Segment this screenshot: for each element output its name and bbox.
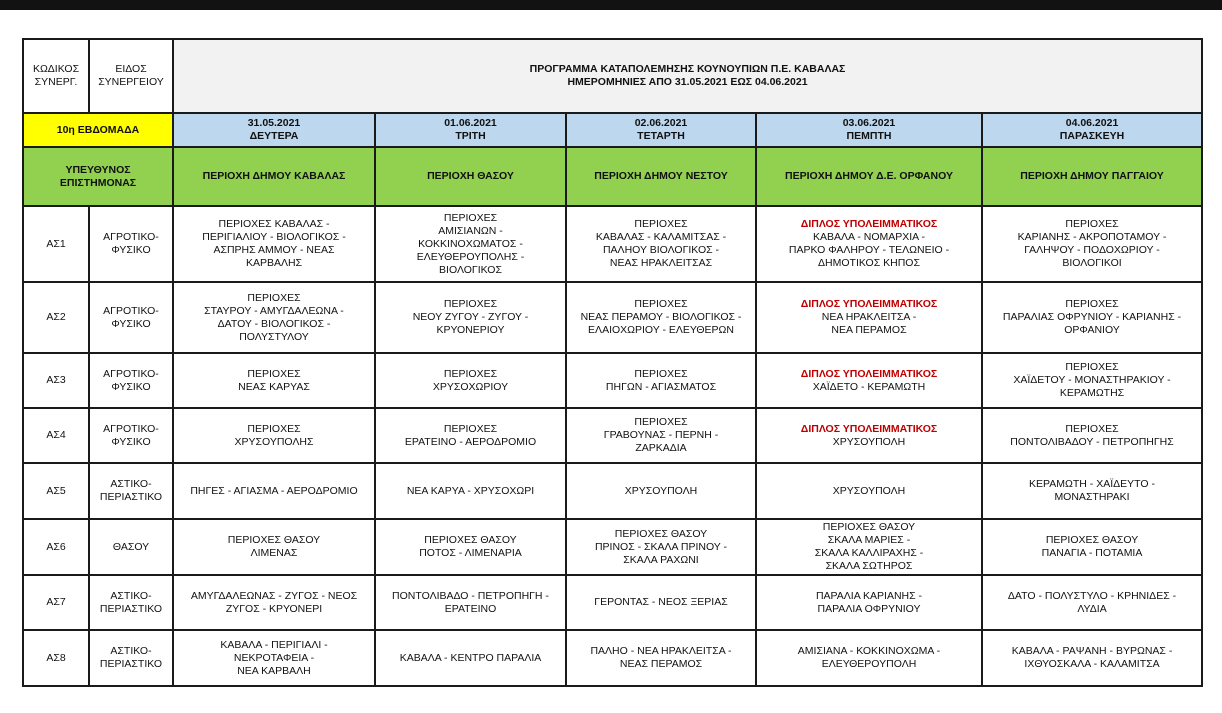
area-line: ΚΑΒΑΛΑ - ΠΕΡΙΓΙΑΛΙ - <box>220 638 328 651</box>
area-line: ΚΑΒΑΛΑ - ΚΕΝΤΡΟ ΠΑΡΑΛΙΑ <box>399 651 542 664</box>
schedule-cell <box>982 463 1202 519</box>
schedule-cell <box>566 353 756 408</box>
area-line: ΕΛΑΙΟΧΩΡΙΟΥ - ΕΛΕΥΘΕΡΩΝ <box>588 324 734 336</box>
day-header <box>982 113 1202 147</box>
schedule-cell <box>756 353 982 408</box>
schedule-cell <box>982 408 1202 463</box>
schedule-cell <box>756 282 982 353</box>
schedule-cell <box>173 463 375 519</box>
schedule-cell <box>756 630 982 686</box>
table-row <box>23 575 1202 630</box>
day-date: 31.05.2021 <box>247 117 301 129</box>
schedule-cell <box>756 519 982 575</box>
area-line: ΠΕΡΙΟΧΕΣ <box>634 218 688 230</box>
team-code: ΑΣ7 <box>23 575 89 630</box>
team-type: ΑΓΡΟΤΙΚΟ-ΦΥΣΙΚΟ <box>89 206 173 282</box>
team-type: ΑΓΡΟΤΙΚΟ-ΦΥΣΙΚΟ <box>89 282 173 353</box>
area-line: ΠΕΡΙΟΧΕΣ <box>247 367 301 380</box>
area-line: ΙΧΘΥΟΣΚΑΛΑ - ΚΑΛΑΜΙΤΣΑ <box>1024 658 1160 670</box>
area-line: ΧΑΪΔΕΤΟΥ - ΜΟΝΑΣΤΗΡΑΚΙΟΥ - <box>1013 374 1171 386</box>
day-name: ΤΕΤΑΡΤΗ <box>637 130 685 142</box>
schedule-cell <box>566 519 756 575</box>
area-line: ΧΑΪΔΕΤΟ - ΚΕΡΑΜΩΤΗ <box>812 380 926 393</box>
area-line: ΠΕΡΙΟΧΕΣ <box>634 416 688 428</box>
title-line-2: ΗΜΕΡΟΜΗΝΙΕΣ ΑΠΟ 31.05.2021 ΕΩΣ 04.06.2021 <box>567 76 808 88</box>
treatment-note: ΔΙΠΛΟΣ ΥΠΟΛΕΙΜΜΑΤΙΚΟΣ <box>800 422 938 435</box>
area-line: ΧΡΥΣΟΥΠΟΛΗ <box>624 484 698 497</box>
region-header: ΠΕΡΙΟΧΗ ΔΗΜΟΥ ΠΑΓΓΑΙΟΥ <box>982 147 1202 206</box>
treatment-note: ΔΙΠΛΟΣ ΥΠΟΛΕΙΜΜΑΤΙΚΟΣ <box>800 218 938 230</box>
area-line: ΠΑΡΚΟ ΦΑΛΗΡΟΥ - ΤΕΛΩΝΕΙΟ - <box>788 244 950 256</box>
area-line: ΕΛΕΥΘΕΡΟΥΠΟΛΗΣ - <box>416 250 525 263</box>
schedule-cell <box>566 206 756 282</box>
area-line: ΕΡΑΤΕΙΝΟ - ΑΕΡΟΔΡΟΜΙΟ <box>404 435 537 448</box>
area-line: ΝΕΑ ΚΑΡΥΑ - ΧΡΥΣΟΧΩΡΙ <box>406 484 535 497</box>
area-line: ΓΡΑΒΟΥΝΑΣ - ΠΕΡΝΗ - <box>603 429 719 441</box>
area-line: ΠΑΛΗΟ - ΝΕΑ ΗΡΑΚΛΕΙΤΣΑ - <box>590 645 732 657</box>
team-type: ΑΣΤΙΚΟ-ΠΕΡΙΑΣΤΙΚΟ <box>89 463 173 519</box>
area-line: ΠΕΡΙΓΙΑΛΙΟΥ - ΒΙΟΛΟΓΙΚΟΣ - <box>202 231 346 243</box>
area-line: ΠΑΝΑΓΙΑ - ΠΟΤΑΜΙΑ <box>1041 547 1143 559</box>
area-line: ΠΕΡΙΟΧΕΣ <box>247 291 301 304</box>
area-line: ΔΑΤΟ - ΠΟΛΥΣΤΥΛΟ - ΚΡΗΝΙΔΕΣ - <box>1007 589 1177 602</box>
area-line: ΠΕΡΙΟΧΕΣ <box>1065 361 1119 373</box>
area-line: ΛΥΔΙΑ <box>1077 602 1107 615</box>
table-row <box>23 463 1202 519</box>
schedule-cell <box>982 282 1202 353</box>
area-line: ΒΙΟΛΟΓΙΚΟΣ <box>439 263 502 276</box>
area-line: ΝΕΑΣ ΚΑΡΥΑΣ <box>238 380 310 393</box>
team-type: ΑΓΡΟΤΙΚΟ-ΦΥΣΙΚΟ <box>89 408 173 463</box>
day-header <box>173 113 375 147</box>
area-line: ΝΕΑ ΚΑΡΒΑΛΗ <box>237 664 311 677</box>
schedule-cell <box>756 206 982 282</box>
area-line: ΠΟΝΤΟΛΙΒΑΔΟΥ - ΠΕΤΡΟΠΗΓΗΣ <box>1010 435 1174 448</box>
area-line: ΓΕΡΟΝΤΑΣ - ΝΕΟΣ ΞΕΡΙΑΣ <box>594 596 728 608</box>
day-name: ΠΑΡΑΣΚΕΥΗ <box>1059 130 1125 142</box>
area-line: ΠΕΡΙΟΧΕΣ <box>443 298 498 310</box>
area-line: ΝΕΟΥ ΖΥΓΟΥ - ΖΥΓΟΥ - <box>412 311 529 323</box>
schedule-cell <box>375 630 566 686</box>
schedule-table <box>22 38 1203 687</box>
schedule-cell <box>566 282 756 353</box>
schedule-cell <box>375 353 566 408</box>
area-line: ΠΕΡΙΟΧΕΣ ΘΑΣΟΥ <box>227 534 321 546</box>
area-line: ΣΤΑΥΡΟΥ - ΑΜΥΓΔΑΛΕΩΝΑ - <box>204 304 344 317</box>
area-line: ΠΕΡΙΟΧΕΣ <box>634 298 688 310</box>
area-line: ΚΑΒΑΛΑ - ΡΑΨΑΝΗ - ΒΥΡΩΝΑΣ - <box>1011 645 1173 657</box>
day-header <box>566 113 756 147</box>
area-line: ΠΡΙΝΟΣ - ΣΚΑΛΑ ΠΡΙΝΟΥ - <box>594 540 728 553</box>
area-line: ΚΑΒΑΛΑΣ - ΚΑΛΑΜΙΤΣΑΣ - <box>595 231 727 243</box>
schedule-cell <box>756 575 982 630</box>
team-code: ΑΣ5 <box>23 463 89 519</box>
area-line: ΑΣΠΡΗΣ ΑΜΜΟΥ - ΝΕΑΣ <box>213 244 335 256</box>
area-line: ΔΑΤΟΥ - ΒΙΟΛΟΓΙΚΟΣ - <box>217 317 331 330</box>
area-line: ΕΛΕΥΘΕΡΟΥΠΟΛΗ <box>821 658 917 670</box>
day-date: 01.06.2021 <box>444 117 497 129</box>
region-header: ΠΕΡΙΟΧΗ ΘΑΣΟΥ <box>375 147 566 206</box>
schedule-cell <box>173 282 375 353</box>
team-code: ΑΣ6 <box>23 519 89 575</box>
area-line: ΧΡΥΣΟΥΠΟΛΗΣ <box>234 435 314 448</box>
day-name: ΔΕΥΤΕΡΑ <box>249 130 299 142</box>
table-row <box>23 519 1202 575</box>
team-code: ΑΣ4 <box>23 408 89 463</box>
team-type: ΑΣΤΙΚΟ-ΠΕΡΙΑΣΤΙΚΟ <box>89 575 173 630</box>
day-date: 04.06.2021 <box>1065 117 1119 129</box>
week-label: 10η ΕΒΔΟΜΑΔΑ <box>23 113 173 147</box>
day-header <box>375 113 566 147</box>
schedule-cell <box>566 463 756 519</box>
area-line: ΠΕΡΙΟΧΕΣ <box>443 211 498 224</box>
area-line: ΠΕΡΙΟΧΕΣ ΘΑΣΟΥ <box>1045 534 1139 546</box>
table-row <box>23 630 1202 686</box>
area-line: ΣΚΑΛΑ ΡΑΧΩΝΙ <box>623 553 699 566</box>
schedule-cell <box>982 519 1202 575</box>
schedule-cell <box>173 575 375 630</box>
area-line: ΠΕΡΙΟΧΕΣ ΘΑΣΟΥ <box>822 521 916 533</box>
area-line: ΠΕΡΙΟΧΕΣ <box>443 422 498 435</box>
schedule-cell <box>375 463 566 519</box>
area-line: ΣΚΑΛΑ ΣΩΤΗΡΟΣ <box>825 560 913 572</box>
area-line: ΠΗΓΕΣ - ΑΓΙΑΣΜΑ - ΑΕΡΟΔΡΟΜΙΟ <box>190 484 358 497</box>
area-line: ΑΜΙΣΙΑΝΑ - ΚΟΚΚΙΝΟΧΩΜΑ - <box>797 645 941 657</box>
area-line: ΧΡΥΣΟΥΠΟΛΗ <box>832 435 906 448</box>
schedule-cell <box>375 206 566 282</box>
area-line: ΣΚΑΛΑ ΚΑΛΛΙΡΑΧΗΣ - <box>814 547 924 559</box>
title-row <box>23 39 1202 113</box>
team-code: ΑΣ2 <box>23 282 89 353</box>
treatment-note: ΔΙΠΛΟΣ ΥΠΟΛΕΙΜΜΑΤΙΚΟΣ <box>800 298 938 310</box>
code-column-header: ΚΩΔΙΚΟΣ ΣΥΝΕΡΓ. <box>23 39 89 113</box>
region-header: ΠΕΡΙΟΧΗ ΔΗΜΟΥ ΚΑΒΑΛΑΣ <box>173 147 375 206</box>
area-line: ΠΕΡΙΟΧΕΣ <box>443 367 498 380</box>
schedule-cell <box>982 630 1202 686</box>
area-line: ΧΡΥΣΟΧΩΡΙΟΥ <box>432 380 509 393</box>
schedule-cell <box>375 575 566 630</box>
schedule-cell <box>566 408 756 463</box>
table-row <box>23 282 1202 353</box>
schedule-cell <box>173 408 375 463</box>
schedule-cell <box>566 630 756 686</box>
area-line: ΚΕΡΑΜΩΤΗ - ΧΑΪΔΕΥΤΟ - <box>1029 478 1155 490</box>
team-type: ΑΓΡΟΤΙΚΟ-ΦΥΣΙΚΟ <box>89 353 173 408</box>
area-line: ΒΙΟΛΟΓΙΚΟΙ <box>1062 257 1122 269</box>
table-row <box>23 353 1202 408</box>
table-row <box>23 206 1202 282</box>
area-line: ΓΑΛΗΨΟΥ - ΠΟΔΟΧΩΡΙΟΥ - <box>1024 244 1160 256</box>
team-code: ΑΣ3 <box>23 353 89 408</box>
schedule-cell <box>375 282 566 353</box>
area-line: ΕΡΑΤΕΙΝΟ <box>444 602 497 615</box>
area-line: ΚΡΥΟΝΕΡΙΟΥ <box>436 324 505 336</box>
day-name: ΠΕΜΠΤΗ <box>846 130 892 142</box>
schedule-cell <box>756 463 982 519</box>
schedule-cell <box>173 630 375 686</box>
schedule-cell <box>173 206 375 282</box>
area-line: ΚΑΡΙΑΝΗΣ - ΑΚΡΟΠΟΤΑΜΟΥ - <box>1017 231 1167 243</box>
type-column-header: ΕΙΔΟΣ ΣΥΝΕΡΓΕΙΟΥ <box>89 39 173 113</box>
area-line: ΠΕΡΙΟΧΕΣ <box>1065 422 1119 435</box>
area-line: ΝΕΑΣ ΠΕΡΑΜΟΣ <box>619 658 703 670</box>
area-line: ΚΑΡΒΑΛΗΣ <box>245 257 303 269</box>
region-header: ΠΕΡΙΟΧΗ ΔΗΜΟΥ Δ.Ε. ΟΡΦΑΝΟΥ <box>756 147 982 206</box>
area-line: ΖΥΓΟΣ - ΚΡΥΟΝΕΡΙ <box>225 602 323 615</box>
area-line: ΖΑΡΚΑΔΙΑ <box>635 442 687 454</box>
area-line: ΠΗΓΩΝ - ΑΓΙΑΣΜΑΤΟΣ <box>605 380 717 393</box>
title-line-1: ΠΡΟΓΡΑΜΜΑ ΚΑΤΑΠΟΛΕΜΗΣΗΣ ΚΟΥΝΟΥΠΙΩΝ Π.Ε. ΚΑΒΑΛΑΣ <box>529 63 846 75</box>
table-row <box>23 408 1202 463</box>
area-line: ΠΕΡΙΟΧΕΣ ΚΑΒΑΛΑΣ - <box>218 218 330 230</box>
schedule-cell <box>375 408 566 463</box>
scientist-label: ΥΠΕΥΘΥΝΟΣ ΕΠΙΣΤΗΜΟΝΑΣ <box>23 147 173 206</box>
area-line: ΔΗΜΟΤΙΚΟΣ ΚΗΠΟΣ <box>818 257 920 269</box>
area-line: ΠΟΝΤΟΛΙΒΑΔΟ - ΠΕΤΡΟΠΗΓΗ - <box>392 589 549 602</box>
day-date: 03.06.2021 <box>842 117 896 129</box>
area-line: ΠΕΡΙΟΧΕΣ <box>1065 218 1119 230</box>
area-line: ΠΟΛΥΣΤΥΛΟΥ <box>239 330 309 343</box>
schedule-cell <box>173 519 375 575</box>
schedule-cell <box>566 575 756 630</box>
area-line: ΑΜΥΓΔΑΛΕΩΝΑΣ - ΖΥΓΟΣ - ΝΕΟΣ <box>190 589 358 602</box>
schedule-cell <box>982 206 1202 282</box>
day-date: 02.06.2021 <box>634 117 688 129</box>
area-line: ΜΟΝΑΣΤΗΡΑΚΙ <box>1054 491 1130 503</box>
area-line: ΠΑΡΑΛΙΑΣ ΟΦΡΥΝΙΟΥ - ΚΑΡΙΑΝΗΣ - <box>1002 311 1182 323</box>
area-line: ΝΕΑ ΗΡΑΚΛΕΙΤΣΑ - <box>821 311 917 323</box>
area-line: ΧΡΥΣΟΥΠΟΛΗ <box>832 484 906 497</box>
area-line: ΚΕΡΑΜΩΤΗΣ <box>1059 387 1125 399</box>
area-line: ΠΟΤΟΣ - ΛΙΜΕΝΑΡΙΑ <box>419 547 522 559</box>
area-line: ΠΕΡΙΟΧΕΣ <box>1065 298 1119 310</box>
regions-row <box>23 147 1202 206</box>
treatment-note: ΔΙΠΛΟΣ ΥΠΟΛΕΙΜΜΑΤΙΚΟΣ <box>800 367 938 380</box>
team-type: ΘΑΣΟΥ <box>89 519 173 575</box>
area-line: ΝΕΚΡΟΤΑΦΕΙΑ - <box>233 651 315 664</box>
schedule-cell <box>982 575 1202 630</box>
team-type: ΑΣΤΙΚΟ-ΠΕΡΙΑΣΤΙΚΟ <box>89 630 173 686</box>
area-line: ΠΕΡΙΟΧΕΣ ΘΑΣΟΥ <box>614 527 708 540</box>
area-line: ΝΕΑΣ ΗΡΑΚΛΕΙΤΣΑΣ <box>609 257 713 269</box>
area-line: ΚΑΒΑΛΑ - ΝΟΜΑΡΧΙΑ - <box>812 231 926 243</box>
schedule-cell <box>375 519 566 575</box>
document-title <box>173 39 1202 113</box>
dates-row <box>23 113 1202 147</box>
day-header <box>756 113 982 147</box>
day-name: ΤΡΙΤΗ <box>455 130 486 142</box>
area-line: ΟΡΦΑΝΙΟΥ <box>1064 324 1120 336</box>
schedule-cell <box>756 408 982 463</box>
area-line: ΝΕΑ ΠΕΡΑΜΟΣ <box>831 324 907 336</box>
area-line: ΣΚΑΛΑ ΜΑΡΙΕΣ - <box>827 534 911 546</box>
top-dark-bar <box>0 0 1222 10</box>
area-line: ΠΕΡΙΟΧΕΣ <box>634 367 688 380</box>
area-line: ΠΕΡΙΟΧΕΣ <box>247 422 301 435</box>
area-line: ΠΕΡΙΟΧΕΣ ΘΑΣΟΥ <box>424 534 517 546</box>
area-line: ΠΑΡΑΛΙΑ ΟΦΡΥΝΙΟΥ <box>817 602 921 615</box>
schedule-cell <box>982 353 1202 408</box>
team-code: ΑΣ1 <box>23 206 89 282</box>
area-line: ΛΙΜΕΝΑΣ <box>250 547 298 559</box>
schedule-cell <box>173 353 375 408</box>
region-header: ΠΕΡΙΟΧΗ ΔΗΜΟΥ ΝΕΣΤΟΥ <box>566 147 756 206</box>
team-code: ΑΣ8 <box>23 630 89 686</box>
area-line: ΚΟΚΚΙΝΟΧΩΜΑΤΟΣ - <box>418 237 523 250</box>
area-line: ΑΜΙΣΙΑΝΩΝ - <box>438 224 503 237</box>
area-line: ΝΕΑΣ ΠΕΡΑΜΟΥ - ΒΙΟΛΟΓΙΚΟΣ - <box>580 311 742 323</box>
area-line: ΠΑΛΗΟΥ ΒΙΟΛΟΓΙΚΟΣ - <box>602 244 720 256</box>
area-line: ΠΑΡΑΛΙΑ ΚΑΡΙΑΝΗΣ - <box>815 589 923 602</box>
